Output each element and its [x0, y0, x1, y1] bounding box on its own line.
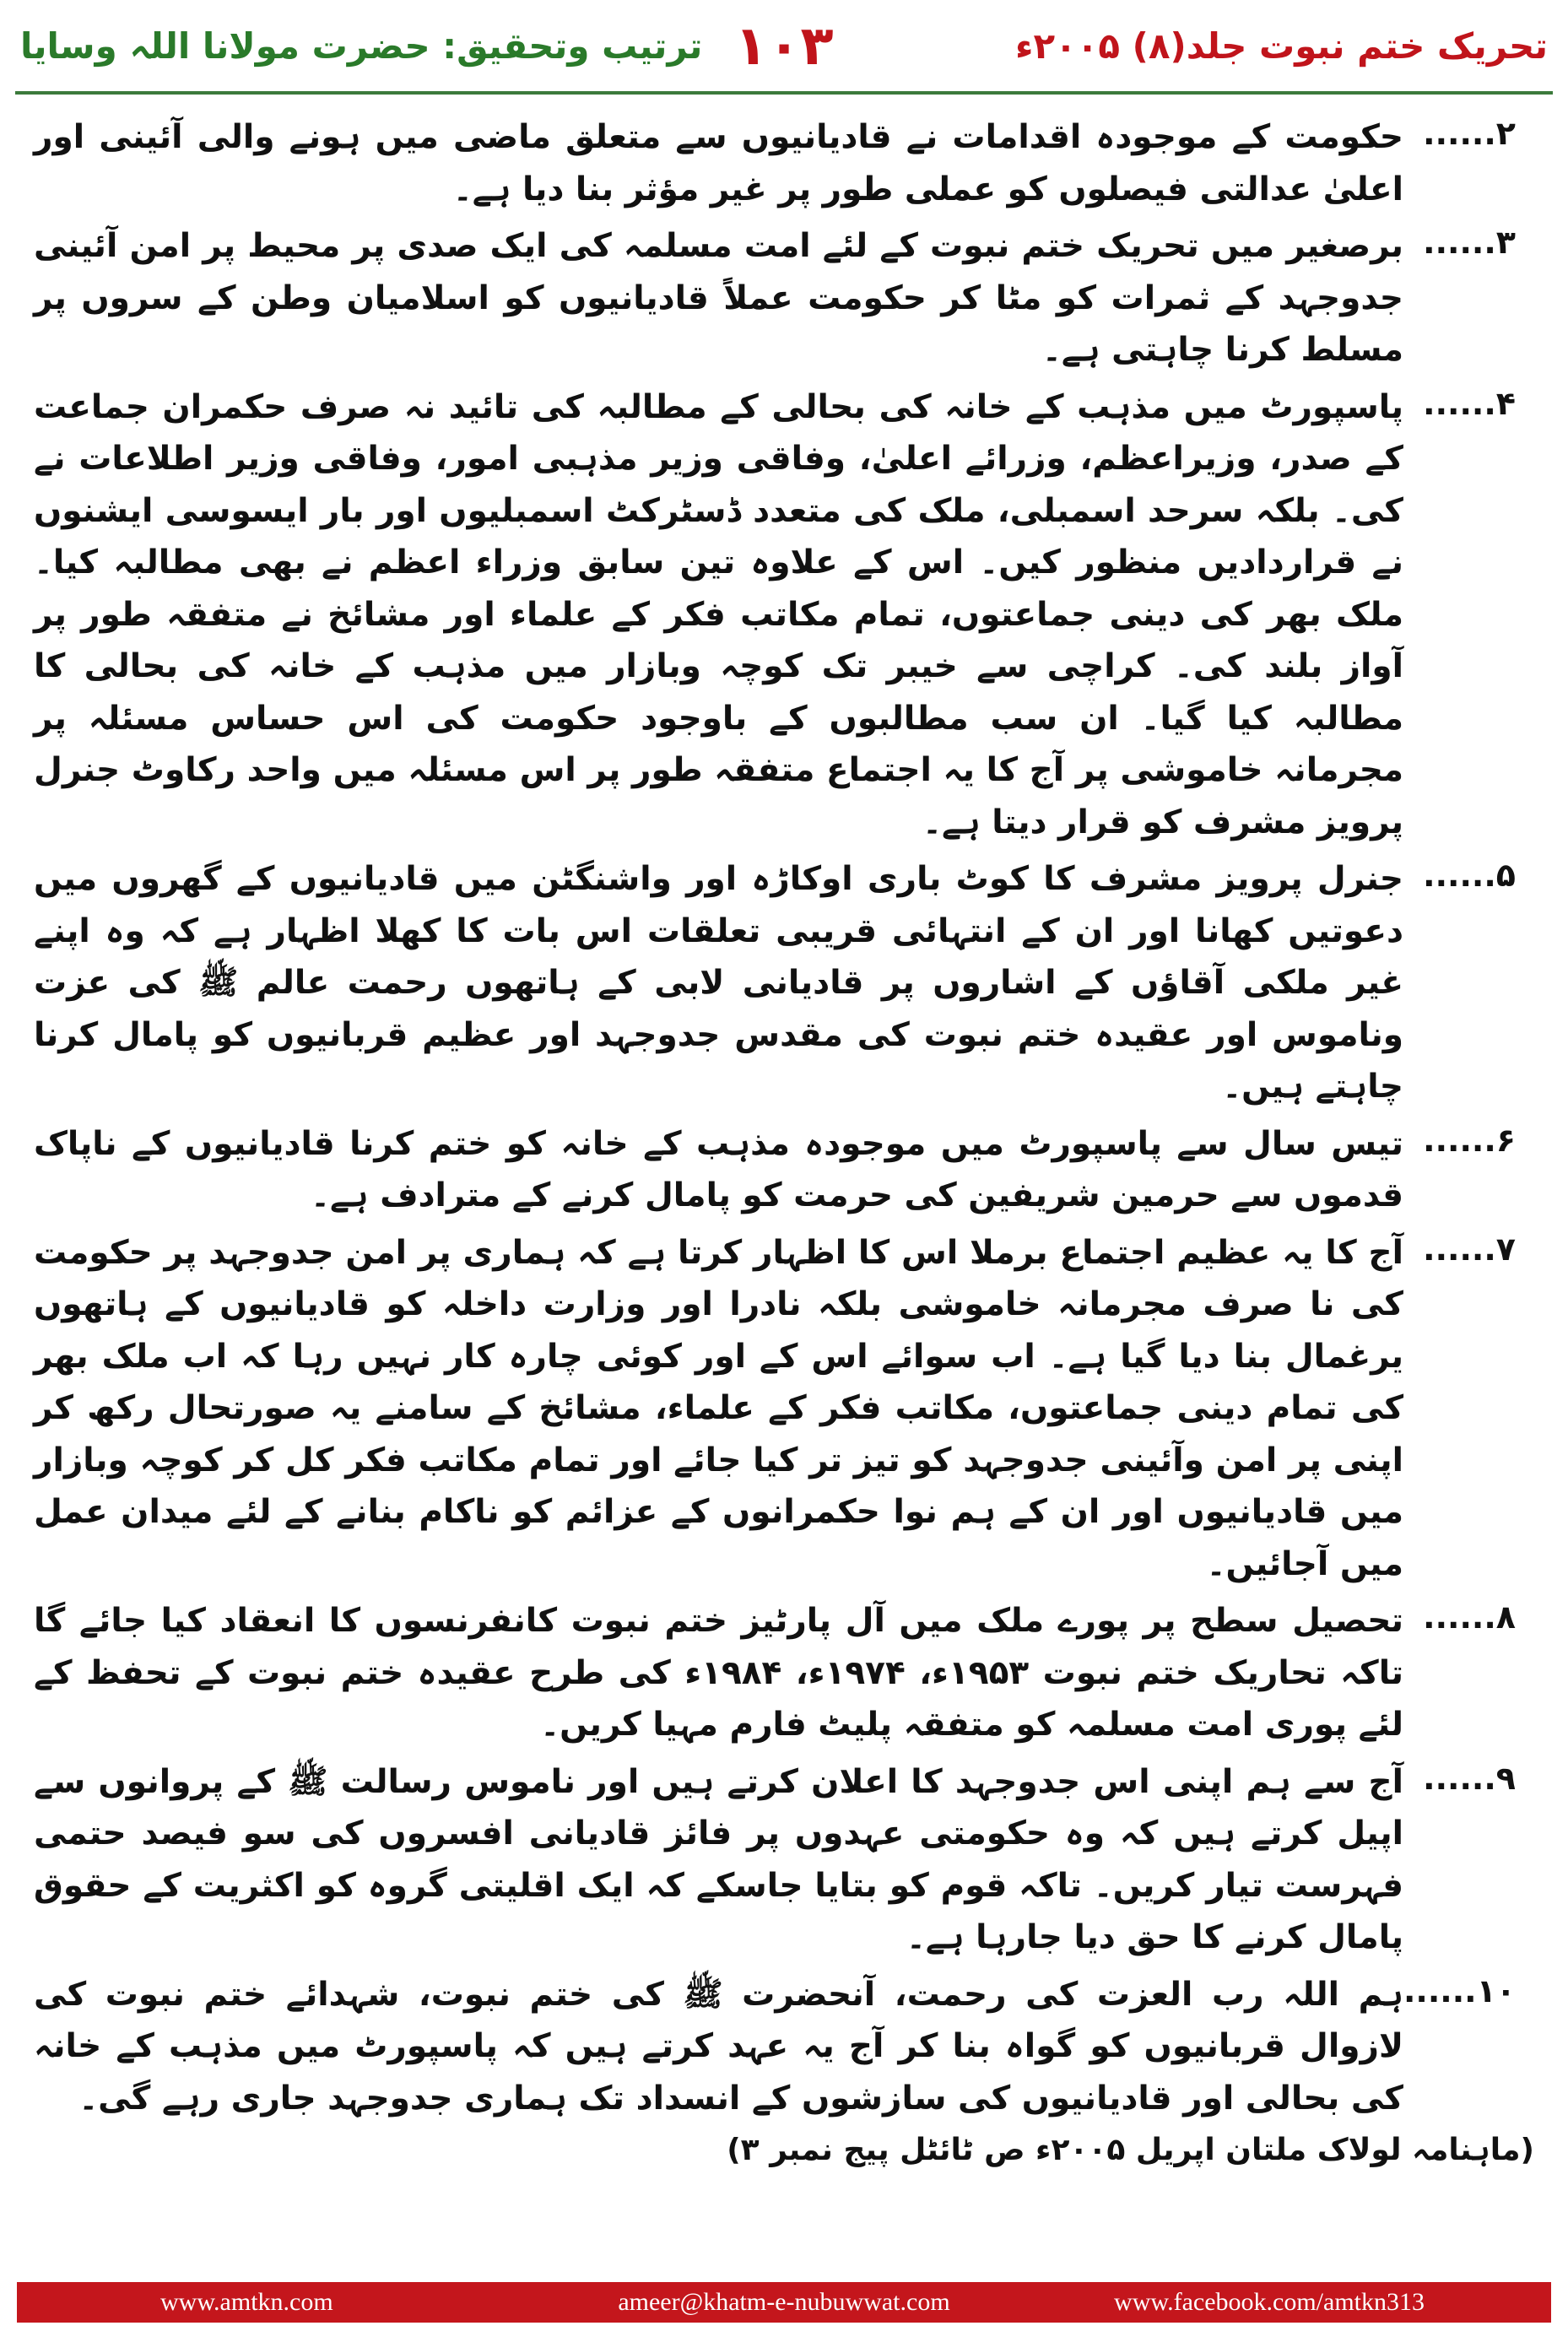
item-text: حکومت کے موجودہ اقدامات نے قادیانیوں سے متعلق ماضی میں ہونے والی آئینی اور اعلیٰ عدالتی فیصلوں کو عملی طور پر غیر مؤثر بنا دیا ہے۔	[34, 118, 1403, 208]
item-text: برصغیر میں تحریک ختم نبوت کے لئے امت مسلمہ کی ایک صدی پر محیط پر امن آئینی جدوجہد کے ثمرات کو مٹا کر حکومت عملاً قادیانیوں کو اسلامیان وطن کے سروں پر مسلط کرنا چاہتی ہے۔	[34, 227, 1403, 369]
item-number: ۸......	[1423, 1598, 1516, 1636]
resolution-item	[34, 853, 1534, 1113]
item-number: ۳......	[1423, 224, 1516, 261]
resolution-item	[34, 1595, 1534, 1751]
item-number: ۴......	[1423, 384, 1516, 422]
page-footer	[17, 2282, 1551, 2323]
item-text: تیس سال سے پاسپورٹ میں موجودہ مذہب کے خانہ کو ختم کرنا قادیانیوں کے ناپاک قدموں سے حرمین شریفین کی حرمت کو پامال کرنے کے مترادف ہے۔	[34, 1124, 1403, 1214]
item-number: ۲......	[1423, 115, 1516, 152]
item-number: ۵......	[1423, 857, 1516, 894]
item-text: تحصیل سطح پر پورے ملک میں آل پارٹیز ختم نبوت کانفرنسوں کا انعقاد کیا جائے گا تاکہ تحاریک ختم نبوت ۱۹۵۳ء، ۱۹۷۴ء، ۱۹۸۴ء کی طرح عقیدہ ختم نبوت کے تحفظ کے لئے پوری امت مسلمہ کو متفقہ پلیٹ فارم مہیا کریں۔	[34, 1602, 1404, 1744]
item-text: آج سے ہم اپنی اس جدوجہد کا اعلان کرتے ہیں اور ناموس رسالت ﷺ کے پروانوں سے اپیل کرتے ہیں کہ وہ حکومتی عہدوں پر فائز قادیانی افسروں کی سو فیصد حتمی فہرست تیار کریں۔ تاکہ قوم کو بتایا جاسکے کہ ایک اقلیتی گروہ کو اکثریت کے حقوق پامال کرنے کا حق دیا جارہا ہے۔	[34, 1762, 1403, 1956]
resolution-item	[34, 381, 1534, 849]
page-header	[0, 0, 1568, 93]
footer-website-link[interactable]: www.amtkn.com	[160, 2288, 333, 2316]
item-text: جنرل پرویز مشرف کا کوٹ باری اوکاڑہ اور واشنگٹن میں قادیانیوں کے گھروں میں دعوتیں کھانا اور ان کے انتہائی قریبی تعلقات اس بات کا کھلا اظہار ہے کہ وہ اپنے غیر ملکی آقاؤں کے اشاروں پر قادیانی لابی کے ہاتھوں رحمت عالم ﷺ کی عزت وناموس اور عقیدہ ختم نبوت کی مقدس جدوجہد اور عظیم قربانیوں کو پامال کرنا چاہتے ہیں۔	[34, 860, 1403, 1106]
item-number: ۶......	[1423, 1121, 1516, 1159]
resolutions-list	[34, 111, 1534, 2167]
header-divider	[15, 91, 1553, 95]
item-text: ہم اللہ رب العزت کی رحمت، آنحضرت ﷺ کی ختم نبوت، شہدائے ختم نبوت کی لازوال قربانیوں کو گواہ بنا کر آج یہ عہد کرتے ہیں کہ پاسپورٹ میں مذہب کے خانہ کی بحالی اور قادیانیوں کی سازشوں کے انسداد تک ہماری جدوجہد جاری رہے گی۔	[34, 1975, 1403, 2118]
resolution-item	[34, 1227, 1534, 1591]
item-text: آج کا یہ عظیم اجتماع برملا اس کا اظہار کرتا ہے کہ ہماری پر امن جدوجہد پر حکومت کی نا صرف مجرمانہ خاموشی بلکہ نادرا اور وزارت داخلہ کو قادیانیوں کے ہاتھوں یرغمال بنا دیا گیا ہے۔ اب سوائے اس کے اور کوئی چارہ کار نہیں رہا کہ اب ملک بھر کی تمام دینی جماعتوں، مکاتب فکر کے علماء، مشائخ کے سامنے یہ صورتحال رکھ کر اپنی پر امن وآئینی جدوجہد کو تیز تر کیا جائے اور تمام مکاتب فکر کل کر کوچہ وبازار میں قادیانیوں اور ان کے ہم نوا حکمرانوں کے عزائم کو ناکام بنانے کے لئے میدان عمل میں آجائیں۔	[34, 1233, 1403, 1583]
page-number: ۱۰۳	[734, 15, 834, 78]
item-number: ۷......	[1423, 1230, 1516, 1268]
header-book-title: تحریک ختم نبوت جلد(۸) ۲۰۰۵ء	[1015, 25, 1548, 67]
resolution-item	[34, 1118, 1534, 1222]
source-citation: (ماہنامہ لولاک ملتان اپریل ۲۰۰۵ء ص ٹائٹل پیج نمبر ۳)	[727, 2133, 1534, 2167]
resolution-item	[34, 1969, 1534, 2125]
item-number: ۱۰......	[1403, 1971, 1516, 2009]
resolution-item	[34, 111, 1534, 215]
footer-facebook-link[interactable]: www.facebook.com/amtkn313	[1114, 2288, 1425, 2316]
resolution-item	[34, 1756, 1534, 1964]
footer-email-link[interactable]: ameer@khatm-e-nubuwwat.com	[618, 2288, 950, 2316]
header-compiler: ترتیب وتحقیق: حضرت مولانا اللہ وسایا	[20, 25, 703, 67]
item-number: ۹......	[1423, 1759, 1516, 1797]
resolution-item	[34, 220, 1534, 376]
item-text: پاسپورٹ میں مذہب کے خانہ کی بحالی کے مطالبہ کی تائید نہ صرف حکمران جماعت کے صدر، وزیراعظم، وزرائے اعلیٰ، وفاقی وزیر مذہبی امور، وفاقی وزیر اطلاعات نے کی۔ بلکہ سرحد اسمبلی، ملک کی متعدد ڈسٹرکٹ اسمبلیوں اور بار ایسوسی ایشنوں نے قراردادیں منظور کیں۔ اس کے علاوہ تین سابق وزراء اعظم نے بھی مطالبہ کیا۔ ملک بھر کی دینی جماعتوں، تمام مکاتب فکر کے علماء اور مشائخ نے متفقہ طور پر آواز بلند کی۔ کراچی سے خیبر تک کوچہ وبازار میں مذہب کے خانہ کی بحالی کا مطالبہ کیا گیا۔ ان سب مطالبوں کے باوجود حکومت کی اس حساس مسئلہ پر مجرمانہ خاموشی پر آج کا یہ اجتماع متفقہ طور پر اس مسئلہ میں واحد رکاوٹ جنرل پرویز مشرف کو قرار دیتا ہے۔	[34, 387, 1403, 841]
